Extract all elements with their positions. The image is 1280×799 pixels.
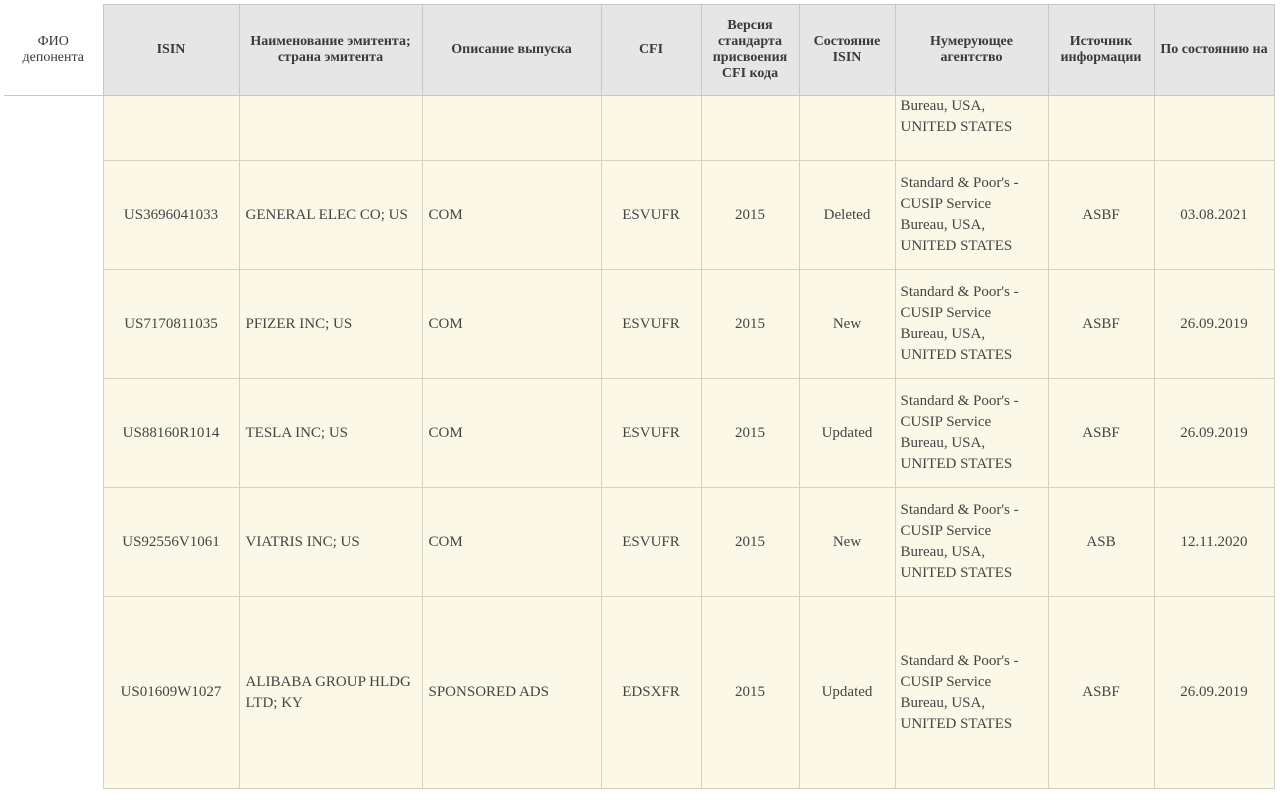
issuer-cell: TESLA INC; US <box>239 379 422 488</box>
version-cell: 2015 <box>701 161 799 270</box>
issuer-cell: VIATRIS INC; US <box>239 488 422 597</box>
header-as-of: По состоянию на <box>1154 5 1274 96</box>
cfi-cell: ESVUFR <box>601 379 701 488</box>
issuer-cell: ALIBABA GROUP HLDG LTD; KY <box>239 597 422 789</box>
table-cell <box>601 96 701 161</box>
cfi-cell: EDSXFR <box>601 597 701 789</box>
version-cell: 2015 <box>701 379 799 488</box>
source-cell: ASBF <box>1048 379 1154 488</box>
isin-cell: US01609W1027 <box>103 597 239 789</box>
depositor-name-cell <box>4 96 103 789</box>
agency-cell: Standard & Poor's - CUSIP Service Bureau, USA, UNITED STATES <box>895 488 1048 597</box>
state-cell: Updated <box>799 597 895 789</box>
version-cell: 2015 <box>701 597 799 789</box>
header-cfi: CFI <box>601 5 701 96</box>
cfi-cell: ESVUFR <box>601 161 701 270</box>
isin-cell: US92556V1061 <box>103 488 239 597</box>
table-cell <box>1154 96 1274 161</box>
isin-cell: US3696041033 <box>103 161 239 270</box>
date-cell: 12.11.2020 <box>1154 488 1274 597</box>
description-cell: COM <box>422 270 601 379</box>
header-isin-state: Состояние ISIN <box>799 5 895 96</box>
table-cell <box>239 96 422 161</box>
cfi-cell: ESVUFR <box>601 488 701 597</box>
agency-cell: Standard & Poor's - CUSIP Service Bureau, USA, UNITED STATES <box>895 161 1048 270</box>
header-isin: ISIN <box>103 5 239 96</box>
table-header-row <box>4 5 1274 96</box>
table-cell <box>422 96 601 161</box>
version-cell: 2015 <box>701 270 799 379</box>
table-cell <box>799 96 895 161</box>
state-cell: Deleted <box>799 161 895 270</box>
table-row <box>4 270 1274 379</box>
version-cell: 2015 <box>701 488 799 597</box>
source-cell: ASBF <box>1048 161 1154 270</box>
header-cfi-version: Версия стандарта присвоения CFI кода <box>701 5 799 96</box>
source-cell: ASB <box>1048 488 1154 597</box>
state-cell: New <box>799 488 895 597</box>
date-cell: 03.08.2021 <box>1154 161 1274 270</box>
date-cell: 26.09.2019 <box>1154 379 1274 488</box>
table-row <box>4 161 1274 270</box>
date-cell: 26.09.2019 <box>1154 597 1274 789</box>
state-cell: Updated <box>799 379 895 488</box>
state-cell: New <box>799 270 895 379</box>
isin-cell: US88160R1014 <box>103 379 239 488</box>
description-cell: COM <box>422 488 601 597</box>
agency-cell: Standard & Poor's - CUSIP Service Bureau, USA, UNITED STATES <box>895 270 1048 379</box>
source-cell: ASBF <box>1048 270 1154 379</box>
table-row <box>4 597 1274 789</box>
header-fio: ФИО депонента <box>4 5 103 96</box>
agency-cell: Bureau, USA, UNITED STATES <box>895 96 1048 161</box>
description-cell: COM <box>422 161 601 270</box>
table-cell <box>103 96 239 161</box>
table-row <box>4 379 1274 488</box>
date-cell: 26.09.2019 <box>1154 270 1274 379</box>
header-description: Описание выпуска <box>422 5 601 96</box>
description-cell: COM <box>422 379 601 488</box>
table-row <box>4 488 1274 597</box>
securities-table <box>4 4 1275 789</box>
header-source: Источник информации <box>1048 5 1154 96</box>
table-cell <box>1048 96 1154 161</box>
table-cell <box>701 96 799 161</box>
agency-cell: Standard & Poor's - CUSIP Service Bureau, USA, UNITED STATES <box>895 379 1048 488</box>
header-agency: Нумерующее агентство <box>895 5 1048 96</box>
cfi-cell: ESVUFR <box>601 270 701 379</box>
description-cell: SPONSORED ADS <box>422 597 601 789</box>
agency-cell: Standard & Poor's - CUSIP Service Bureau, USA, UNITED STATES <box>895 597 1048 789</box>
source-cell: ASBF <box>1048 597 1154 789</box>
table-row-partial <box>4 96 1274 161</box>
issuer-cell: PFIZER INC; US <box>239 270 422 379</box>
issuer-cell: GENERAL ELEC CO; US <box>239 161 422 270</box>
header-issuer: Наименование эмитента; страна эмитента <box>239 5 422 96</box>
isin-cell: US7170811035 <box>103 270 239 379</box>
